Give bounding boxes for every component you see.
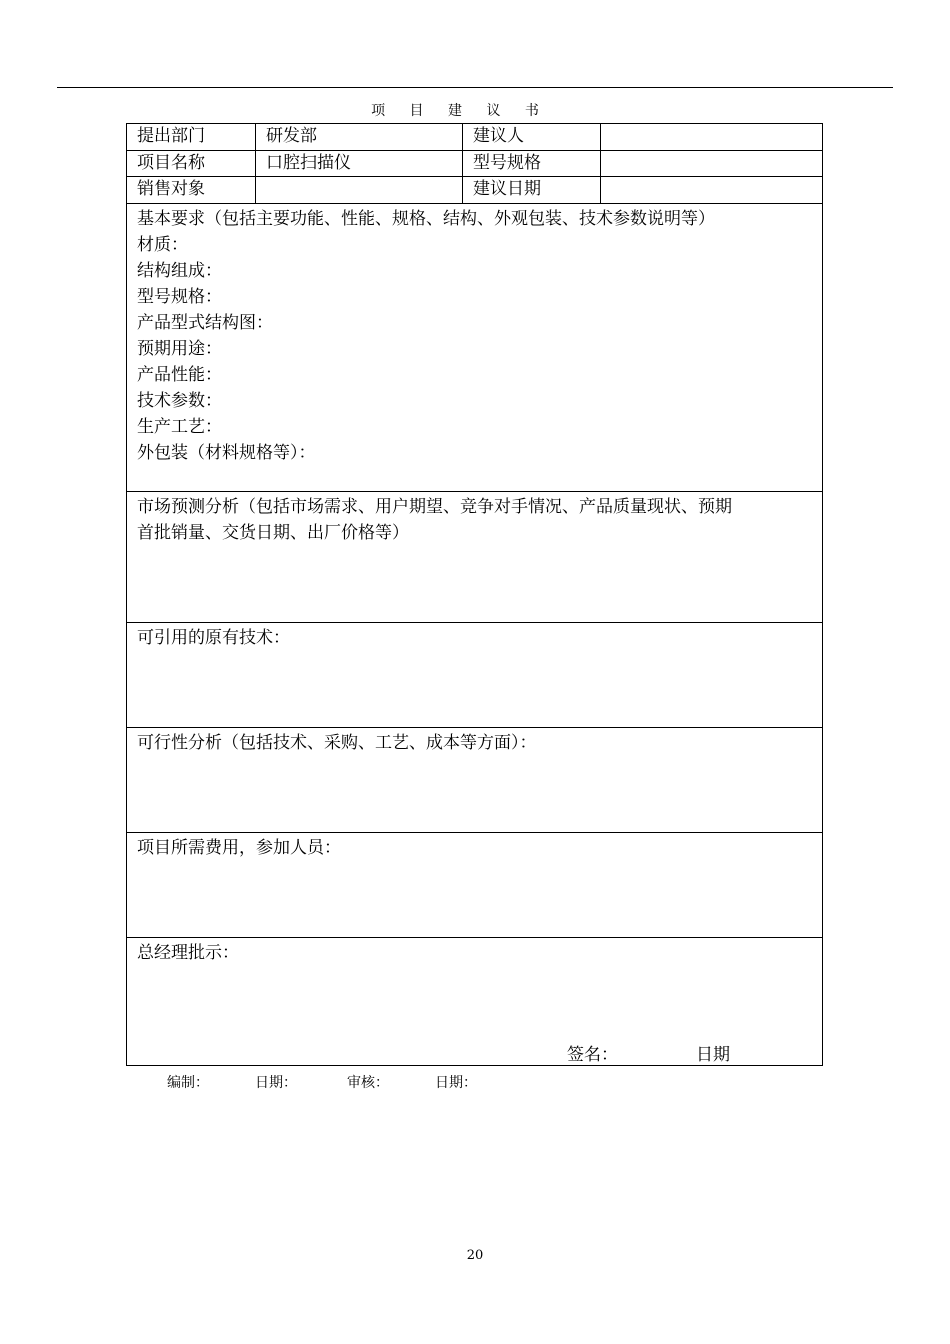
value-proposal-date[interactable] [601, 177, 822, 203]
value-model-spec[interactable] [601, 151, 822, 176]
market-analysis-line-2: 首批销量、交货日期、出厂价格等） [137, 523, 409, 543]
item-packaging: 外包装（材料规格等）： [137, 443, 316, 463]
item-production-process: 生产工艺： [137, 417, 222, 437]
signature-label: 签名： [567, 1045, 618, 1065]
existing-technology-section[interactable] [127, 623, 822, 728]
existing-technology-heading: 可引用的原有技术： [137, 628, 290, 648]
form-row-sales-target [127, 177, 822, 204]
item-structure: 结构组成： [137, 261, 222, 281]
signature-date-label: 日期 [696, 1045, 730, 1065]
label-model-spec: 型号规格 [463, 151, 601, 176]
cost-personnel-heading: 项目所需费用，参加人员： [137, 838, 341, 858]
page-number: 20 [466, 1248, 484, 1263]
market-analysis-line-1: 市场预测分析（包括市场需求、用户期望、竞争对手情况、产品质量现状、预期 [137, 497, 732, 517]
signature-row [567, 1042, 730, 1068]
value-sales-target[interactable] [256, 177, 463, 203]
item-structure-diagram: 产品型式结构图： [137, 313, 273, 333]
feasibility-section[interactable] [127, 728, 822, 833]
proposal-form [126, 123, 823, 1066]
market-analysis-section[interactable] [127, 492, 822, 623]
label-proposer: 建议人 [463, 124, 601, 150]
item-technical-parameters: 技术参数： [137, 391, 222, 411]
footer-signoff [167, 1072, 477, 1092]
form-row-department [127, 124, 822, 151]
item-intended-use: 预期用途： [137, 339, 222, 359]
label-proposal-date: 建议日期 [463, 177, 601, 203]
reviewed-date-label: 日期： [435, 1075, 477, 1091]
document-title: 项 目 建 议 书 [371, 103, 549, 119]
item-performance: 产品性能： [137, 365, 222, 385]
prepared-date-label: 日期： [255, 1075, 297, 1091]
label-project-name: 项目名称 [127, 151, 256, 176]
label-department: 提出部门 [127, 124, 256, 150]
item-model-spec: 型号规格： [137, 287, 222, 307]
basic-requirements-heading: 基本要求（包括主要功能、性能、规格、结构、外观包装、技术参数说明等） [137, 209, 715, 229]
value-project-name[interactable]: 口腔扫描仪 [256, 151, 463, 176]
prepared-by-label: 编制： [167, 1075, 209, 1091]
value-proposer[interactable] [601, 124, 822, 150]
cost-personnel-section[interactable] [127, 833, 822, 938]
gm-approval-section[interactable] [127, 938, 822, 1065]
basic-requirements-section[interactable] [127, 204, 822, 492]
feasibility-heading: 可行性分析（包括技术、采购、工艺、成本等方面）： [137, 733, 537, 753]
gm-approval-heading: 总经理批示： [137, 943, 239, 963]
item-material: 材质： [137, 235, 188, 255]
reviewed-by-label: 审核： [347, 1075, 389, 1091]
form-row-project-name [127, 151, 822, 177]
label-sales-target: 销售对象 [127, 177, 256, 203]
header-rule [57, 87, 893, 88]
value-department[interactable]: 研发部 [256, 124, 463, 150]
